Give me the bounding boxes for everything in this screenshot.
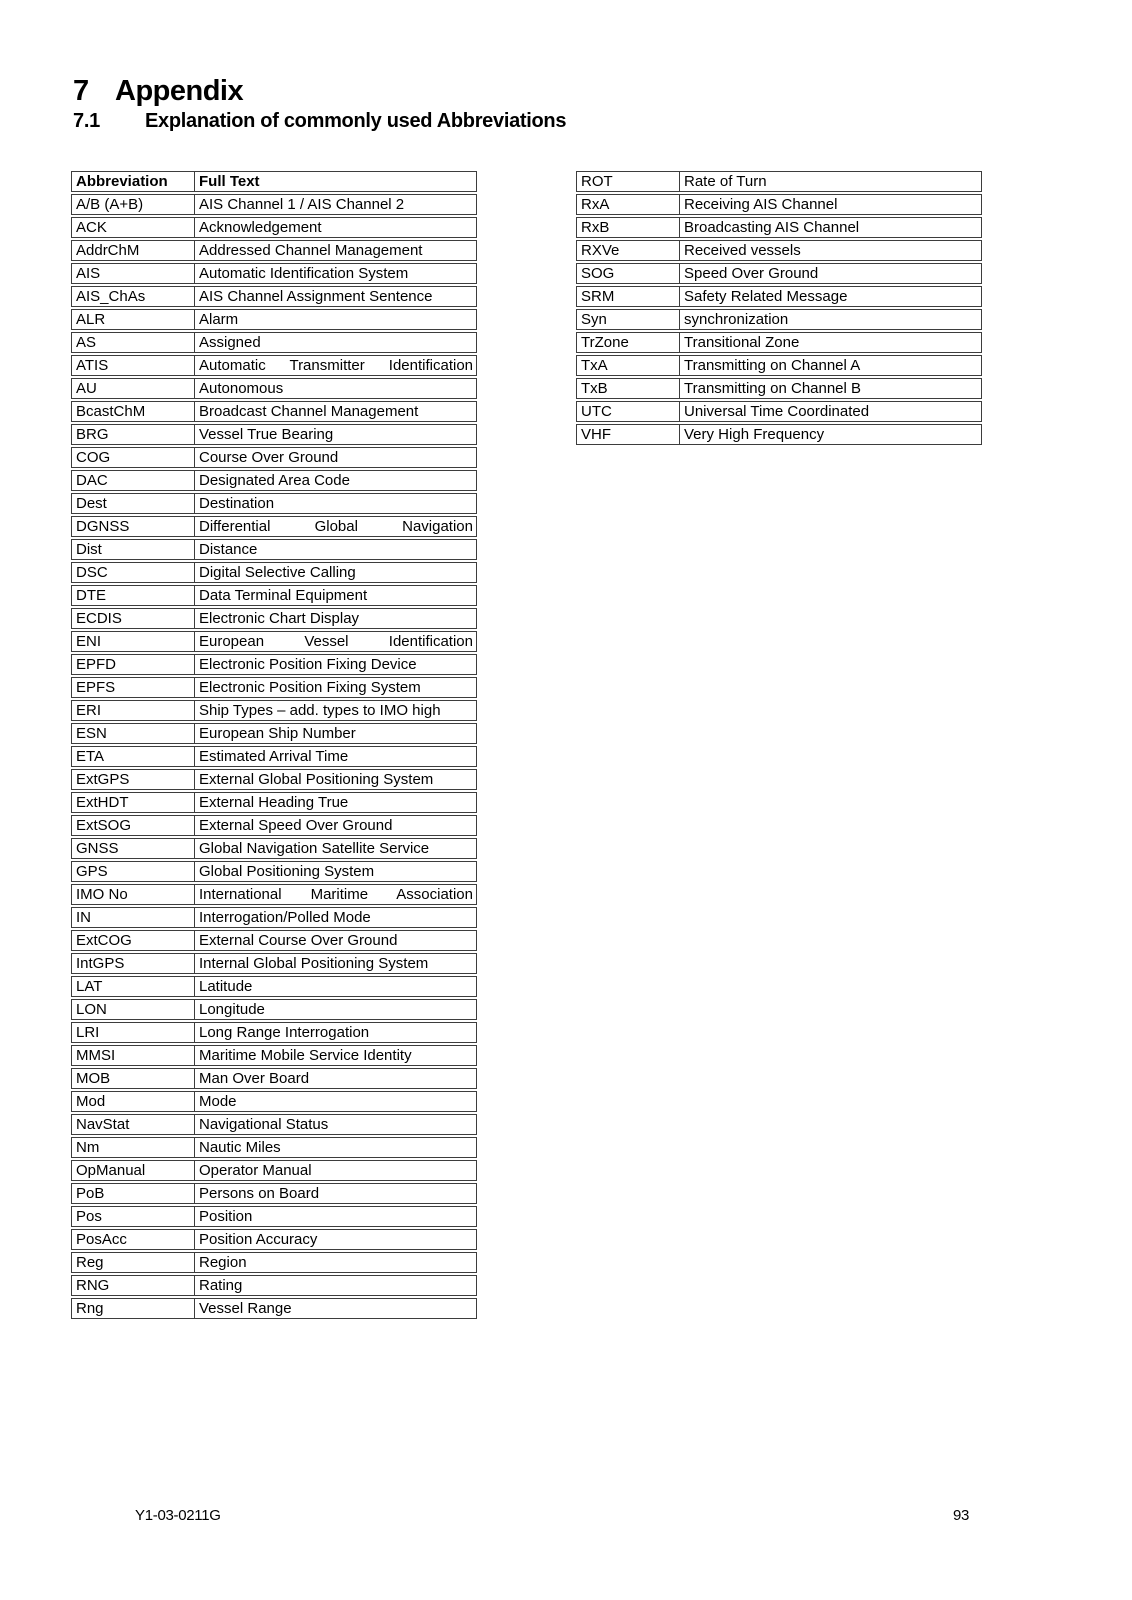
table-row — [71, 907, 477, 928]
section-title: Appendix — [115, 75, 244, 107]
fulltext-cell: Maritime Mobile Service Identity — [195, 1045, 477, 1066]
fulltext-cell: synchronization — [680, 309, 982, 330]
table-row — [71, 976, 477, 997]
fulltext-cell: Assigned — [195, 332, 477, 353]
table-row — [71, 1252, 477, 1273]
fulltext-cell: Transmitting on Channel B — [680, 378, 982, 399]
table-row — [71, 930, 477, 951]
table-row — [71, 217, 477, 238]
table-row — [71, 838, 477, 859]
fulltext-cell: Position Accuracy — [195, 1229, 477, 1250]
abbreviation-cell: Syn — [576, 309, 680, 330]
table-row — [71, 861, 477, 882]
fulltext-cell: Estimated Arrival Time — [195, 746, 477, 767]
fulltext-cell: Designated Area Code — [195, 470, 477, 491]
section-number: 7 — [73, 75, 89, 107]
fulltext-cell: External Global Positioning System — [195, 769, 477, 790]
abbreviations-table-left — [71, 169, 477, 1321]
abbreviation-cell: ALR — [71, 309, 195, 330]
table-row — [71, 953, 477, 974]
abbreviation-cell: SRM — [576, 286, 680, 307]
fulltext-cell: AIS Channel 1 / AIS Channel 2 — [195, 194, 477, 215]
fulltext-cell: Rate of Turn — [680, 171, 982, 192]
table-row — [71, 263, 477, 284]
fulltext-cell: Data Terminal Equipment — [195, 585, 477, 606]
abbreviation-cell: Nm — [71, 1137, 195, 1158]
table-row — [576, 171, 982, 192]
fulltext-cell: Differential Global Navigation — [195, 516, 477, 537]
table-row — [71, 470, 477, 491]
fulltext-cell: Speed Over Ground — [680, 263, 982, 284]
fulltext-cell: Interrogation/Polled Mode — [195, 907, 477, 928]
fulltext-cell: Vessel True Bearing — [195, 424, 477, 445]
footer-page-number: 93 — [953, 1507, 970, 1524]
abbreviation-cell: GNSS — [71, 838, 195, 859]
abbreviation-cell: BcastChM — [71, 401, 195, 422]
abbreviation-cell: AddrChM — [71, 240, 195, 261]
fulltext-cell: European Vessel Identification — [195, 631, 477, 652]
fulltext-cell: Ship Types – add. types to IMO high — [195, 700, 477, 721]
table-row — [71, 769, 477, 790]
fulltext-cell: External Heading True — [195, 792, 477, 813]
abbreviation-cell: RXVe — [576, 240, 680, 261]
table-row — [71, 1183, 477, 1204]
abbreviation-cell: PosAcc — [71, 1229, 195, 1250]
table-row — [576, 240, 982, 261]
fulltext-cell: Destination — [195, 493, 477, 514]
abbreviation-cell: IMO No — [71, 884, 195, 905]
fulltext-cell: AIS Channel Assignment Sentence — [195, 286, 477, 307]
abbreviation-cell: ACK — [71, 217, 195, 238]
table-row — [71, 539, 477, 560]
table-row — [71, 1298, 477, 1319]
fulltext-cell: Transitional Zone — [680, 332, 982, 353]
table-row — [576, 401, 982, 422]
table-row — [71, 355, 477, 376]
fulltext-cell: Persons on Board — [195, 1183, 477, 1204]
fulltext-cell: Vessel Range — [195, 1298, 477, 1319]
abbreviation-cell: RxB — [576, 217, 680, 238]
abbreviation-cell: AIS_ChAs — [71, 286, 195, 307]
fulltext-cell: Very High Frequency — [680, 424, 982, 445]
fulltext-cell: Electronic Chart Display — [195, 608, 477, 629]
abbreviation-column-header: Abbreviation — [71, 171, 195, 192]
abbreviation-cell: Mod — [71, 1091, 195, 1112]
abbreviation-cell: UTC — [576, 401, 680, 422]
fulltext-cell: Universal Time Coordinated — [680, 401, 982, 422]
fulltext-cell: Digital Selective Calling — [195, 562, 477, 583]
abbreviation-cell: MOB — [71, 1068, 195, 1089]
table-row — [71, 424, 477, 445]
abbreviation-cell: DGNSS — [71, 516, 195, 537]
fulltext-cell: External Course Over Ground — [195, 930, 477, 951]
abbreviation-cell: AIS — [71, 263, 195, 284]
abbreviation-cell: DAC — [71, 470, 195, 491]
fulltext-cell: Safety Related Message — [680, 286, 982, 307]
table-row — [71, 194, 477, 215]
table-row — [71, 378, 477, 399]
abbreviation-cell: AS — [71, 332, 195, 353]
fulltext-cell: Broadcast Channel Management — [195, 401, 477, 422]
table-row — [576, 355, 982, 376]
table-row — [71, 746, 477, 767]
abbreviation-cell: GPS — [71, 861, 195, 882]
abbreviation-cell: Dist — [71, 539, 195, 560]
abbreviation-cell: TxB — [576, 378, 680, 399]
subsection-number: 7.1 — [73, 110, 100, 132]
abbreviation-cell: ExtGPS — [71, 769, 195, 790]
abbreviation-cell: PoB — [71, 1183, 195, 1204]
abbreviation-cell: Pos — [71, 1206, 195, 1227]
table-row — [71, 654, 477, 675]
abbreviation-cell: DSC — [71, 562, 195, 583]
right-table-body — [576, 171, 982, 445]
abbreviation-cell: AU — [71, 378, 195, 399]
subsection-heading — [73, 110, 566, 132]
abbreviation-cell: ESN — [71, 723, 195, 744]
abbreviation-cell: ExtHDT — [71, 792, 195, 813]
abbreviation-cell: MMSI — [71, 1045, 195, 1066]
table-row — [576, 378, 982, 399]
abbreviation-cell: EPFS — [71, 677, 195, 698]
abbreviation-cell: TxA — [576, 355, 680, 376]
fulltext-cell: Man Over Board — [195, 1068, 477, 1089]
table-row — [71, 792, 477, 813]
table-row — [71, 884, 477, 905]
fulltext-cell: Longitude — [195, 999, 477, 1020]
table-row — [71, 700, 477, 721]
abbreviation-cell: SOG — [576, 263, 680, 284]
table-row — [71, 1206, 477, 1227]
abbreviation-cell: A/B (A+B) — [71, 194, 195, 215]
table-row — [576, 194, 982, 215]
fulltext-cell: Autonomous — [195, 378, 477, 399]
fulltext-cell: Latitude — [195, 976, 477, 997]
fulltext-cell: Electronic Position Fixing System — [195, 677, 477, 698]
fulltext-cell: Addressed Channel Management — [195, 240, 477, 261]
fulltext-cell: Long Range Interrogation — [195, 1022, 477, 1043]
abbreviation-cell: ETA — [71, 746, 195, 767]
table-row — [71, 562, 477, 583]
abbreviation-cell: ROT — [576, 171, 680, 192]
fulltext-cell: Nautic Miles — [195, 1137, 477, 1158]
fulltext-cell: Mode — [195, 1091, 477, 1112]
abbreviation-cell: ExtSOG — [71, 815, 195, 836]
table-row — [71, 585, 477, 606]
table-row — [576, 217, 982, 238]
abbreviation-cell: LAT — [71, 976, 195, 997]
fulltext-cell: External Speed Over Ground — [195, 815, 477, 836]
table-row — [71, 1068, 477, 1089]
table-row — [71, 815, 477, 836]
fulltext-cell: Internal Global Positioning System — [195, 953, 477, 974]
abbreviations-table-right — [576, 169, 982, 447]
abbreviation-cell: Dest — [71, 493, 195, 514]
abbreviation-cell: TrZone — [576, 332, 680, 353]
section-heading — [73, 76, 243, 108]
fulltext-cell: Rating — [195, 1275, 477, 1296]
fulltext-cell: Navigational Status — [195, 1114, 477, 1135]
abbreviation-cell: VHF — [576, 424, 680, 445]
abbreviation-cell: NavStat — [71, 1114, 195, 1135]
abbreviation-cell: LON — [71, 999, 195, 1020]
table-row — [576, 424, 982, 445]
fulltext-cell: Transmitting on Channel A — [680, 355, 982, 376]
table-row — [71, 493, 477, 514]
table-row — [71, 286, 477, 307]
table-row — [71, 309, 477, 330]
table-row — [576, 332, 982, 353]
table-row — [71, 677, 477, 698]
fulltext-cell: Broadcasting AIS Channel — [680, 217, 982, 238]
table-row — [71, 240, 477, 261]
table-row — [71, 401, 477, 422]
fulltext-cell: Region — [195, 1252, 477, 1273]
table-header-row — [71, 171, 477, 192]
fulltext-cell: Acknowledgement — [195, 217, 477, 238]
abbreviation-cell: ATIS — [71, 355, 195, 376]
table-row — [71, 999, 477, 1020]
table-row — [71, 608, 477, 629]
abbreviation-cell: Rng — [71, 1298, 195, 1319]
fulltext-cell: Distance — [195, 539, 477, 560]
table-row — [71, 171, 477, 192]
abbreviation-cell: ERI — [71, 700, 195, 721]
abbreviation-cell: EPFD — [71, 654, 195, 675]
abbreviation-cell: IN — [71, 907, 195, 928]
abbreviation-cell: Reg — [71, 1252, 195, 1273]
abbreviation-cell: ExtCOG — [71, 930, 195, 951]
abbreviation-cell: COG — [71, 447, 195, 468]
fulltext-cell: Received vessels — [680, 240, 982, 261]
fulltext-cell: Course Over Ground — [195, 447, 477, 468]
fulltext-cell: Operator Manual — [195, 1160, 477, 1181]
left-table-body — [71, 194, 477, 1319]
table-row — [71, 1160, 477, 1181]
fulltext-cell: Alarm — [195, 309, 477, 330]
abbreviation-cell: LRI — [71, 1022, 195, 1043]
table-row — [71, 631, 477, 652]
table-row — [71, 332, 477, 353]
table-row — [71, 1022, 477, 1043]
table-row — [71, 1114, 477, 1135]
table-row — [71, 1137, 477, 1158]
abbreviation-cell: RNG — [71, 1275, 195, 1296]
table-row — [576, 286, 982, 307]
table-row — [71, 1045, 477, 1066]
fulltext-cell: Electronic Position Fixing Device — [195, 654, 477, 675]
abbreviation-cell: RxA — [576, 194, 680, 215]
subsection-title: Explanation of commonly used Abbreviations — [145, 110, 567, 132]
fulltext-cell: Automatic Transmitter Identification — [195, 355, 477, 376]
table-row — [576, 309, 982, 330]
fulltext-cell: European Ship Number — [195, 723, 477, 744]
fulltext-cell: International Maritime Association — [195, 884, 477, 905]
table-row — [71, 1275, 477, 1296]
table-row — [71, 447, 477, 468]
abbreviation-cell: ECDIS — [71, 608, 195, 629]
footer-doc-id: Y1-03-0211G — [135, 1507, 221, 1524]
table-row — [71, 723, 477, 744]
abbreviation-cell: OpManual — [71, 1160, 195, 1181]
fulltext-cell: Position — [195, 1206, 477, 1227]
abbreviation-cell: DTE — [71, 585, 195, 606]
table-row — [71, 1229, 477, 1250]
table-row — [71, 516, 477, 537]
fulltext-cell: Global Positioning System — [195, 861, 477, 882]
fulltext-cell: Automatic Identification System — [195, 263, 477, 284]
fulltext-column-header: Full Text — [195, 171, 477, 192]
table-row — [576, 263, 982, 284]
fulltext-cell: Receiving AIS Channel — [680, 194, 982, 215]
abbreviation-cell: BRG — [71, 424, 195, 445]
table-row — [71, 1091, 477, 1112]
abbreviation-cell: ENI — [71, 631, 195, 652]
fulltext-cell: Global Navigation Satellite Service — [195, 838, 477, 859]
abbreviation-cell: IntGPS — [71, 953, 195, 974]
